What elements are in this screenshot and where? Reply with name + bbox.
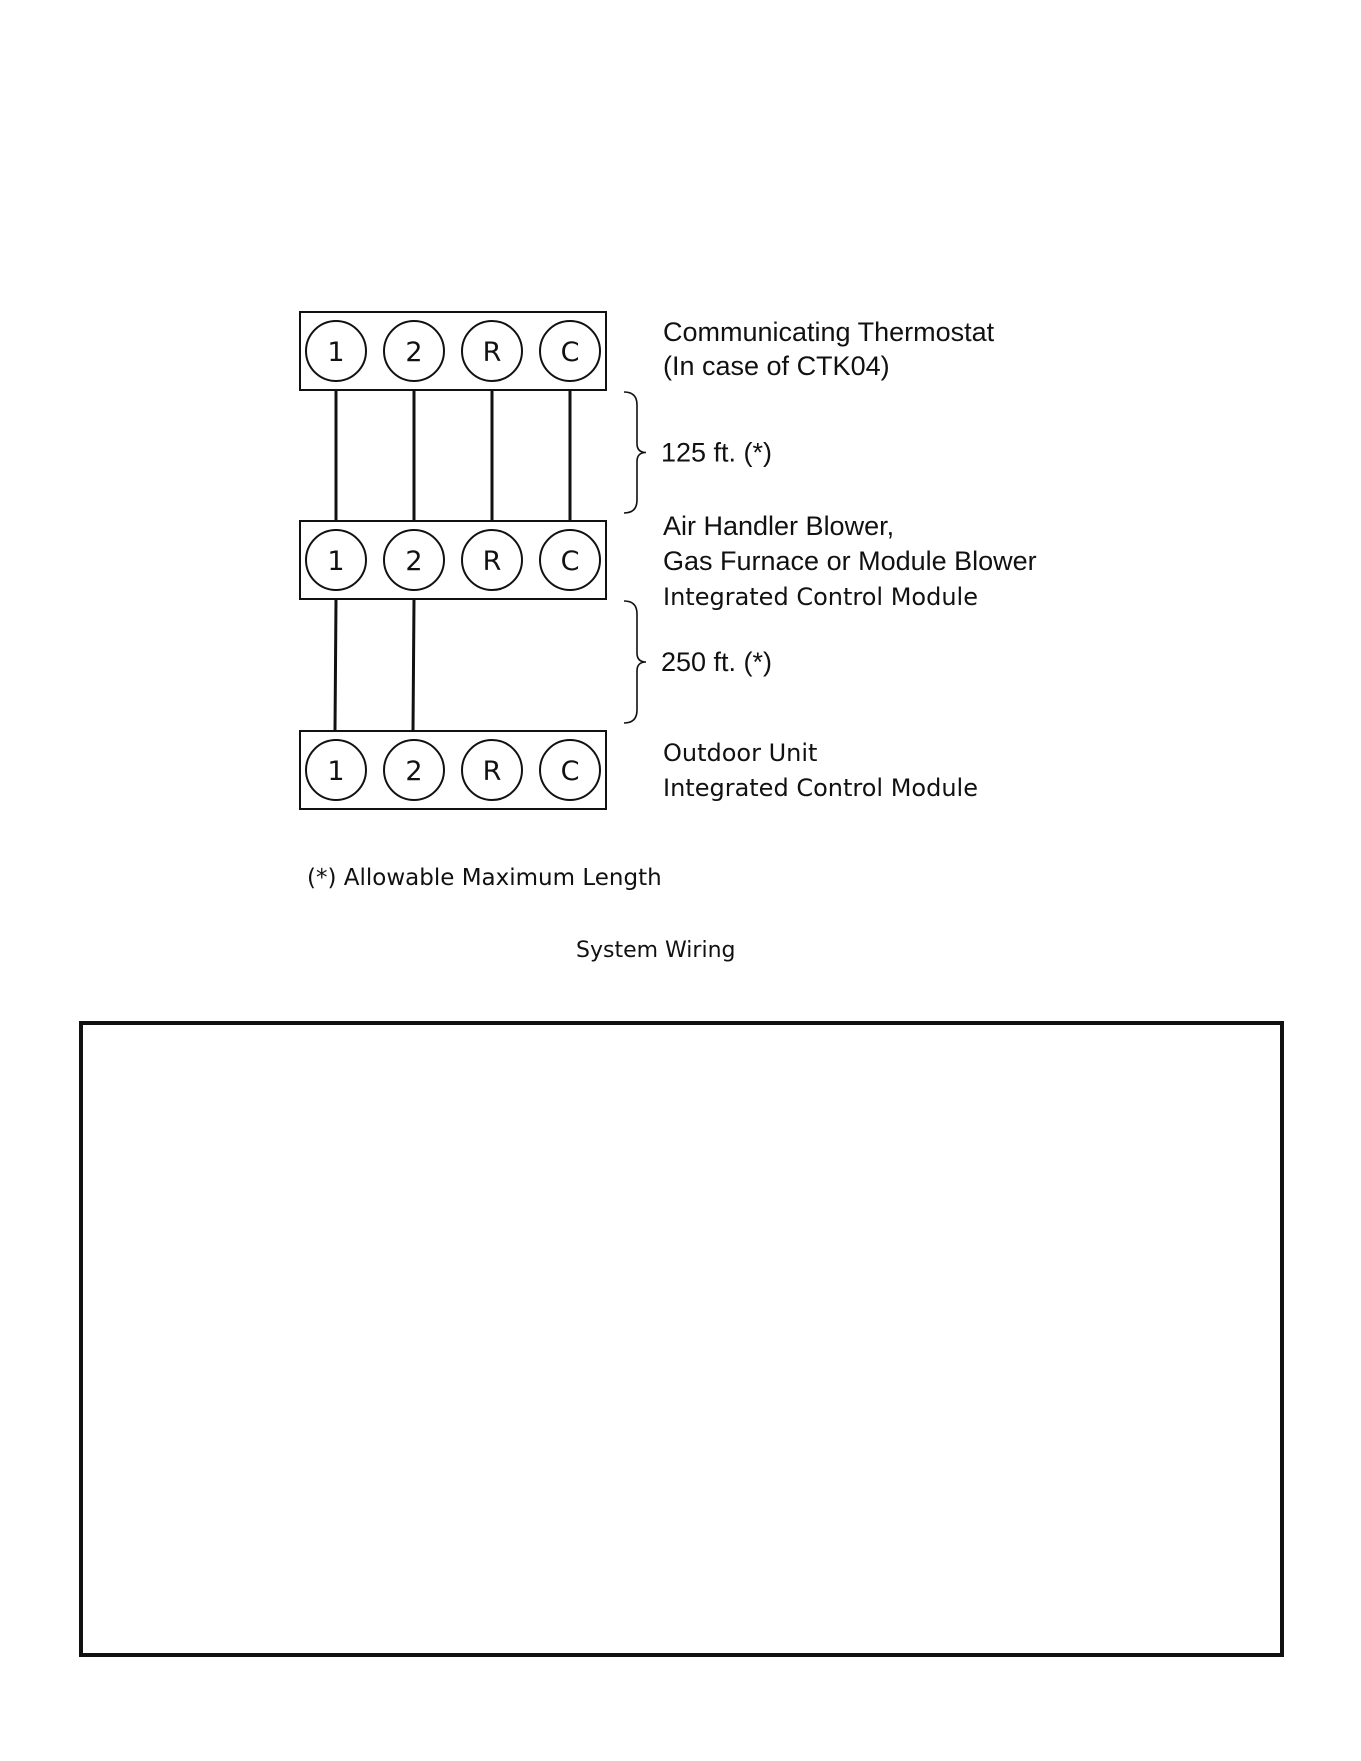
terminal-label-c: C: [560, 337, 580, 368]
figure-caption: System Wiring: [576, 938, 736, 963]
device-label-thermostat-line-1: Communicating Thermostat: [663, 317, 995, 347]
terminal-label-c: C: [560, 546, 580, 577]
terminal-label-c: C: [560, 756, 580, 787]
terminal-label-r: R: [482, 546, 502, 577]
terminal-label-1: 1: [327, 337, 345, 368]
terminal-label-1: 1: [327, 546, 345, 577]
wire-2-span-2: [413, 599, 414, 731]
device-label-thermostat-line-2: (In case of CTK04): [663, 351, 890, 381]
terminal-label-1: 1: [327, 756, 345, 787]
terminal-block-air-handler: [300, 521, 606, 599]
span-length-label-2: 250 ft. (*): [661, 647, 773, 677]
empty-content-frame: [81, 1023, 1282, 1655]
terminal-label-2: 2: [405, 756, 423, 787]
terminal-label-r: R: [482, 756, 502, 787]
device-label-air-handler-line-3: Integrated Control Module: [663, 583, 978, 611]
footnote-allowable-length: (*) Allowable Maximum Length: [307, 865, 662, 891]
span-length-label-1: 125 ft. (*): [661, 437, 773, 468]
wire-1-span-2: [335, 599, 336, 731]
terminal-label-2: 2: [405, 546, 423, 577]
terminal-blocks-layer: [300, 312, 606, 809]
terminal-label-2: 2: [405, 337, 423, 368]
length-brace-span-1: [624, 392, 646, 513]
device-label-outdoor-unit-line-1: Outdoor Unit: [663, 739, 818, 767]
terminal-block-thermostat: [300, 312, 606, 390]
device-label-outdoor-unit-line-2: Integrated Control Module: [663, 774, 978, 802]
terminal-label-r: R: [482, 337, 502, 368]
device-label-air-handler-line-2: Gas Furnace or Module Blower: [663, 546, 1037, 576]
length-brace-span-2: [624, 601, 646, 723]
terminal-block-outdoor-unit: [300, 731, 606, 809]
device-labels-layer: [663, 317, 1037, 802]
device-label-air-handler-line-1: Air Handler Blower,: [663, 511, 895, 541]
